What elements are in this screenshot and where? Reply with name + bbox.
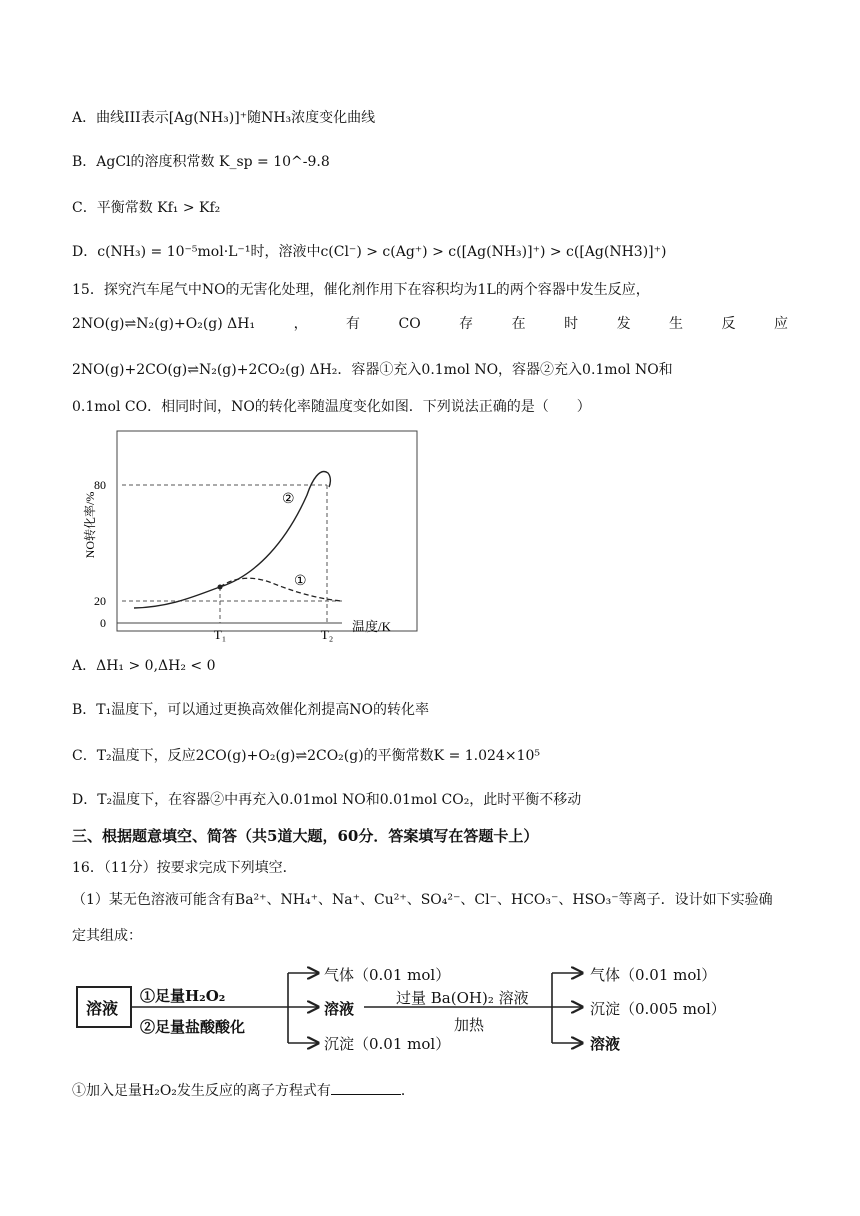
q15-line2-reaction: 2NO(g)⇌N₂(g)+O₂(g) ΔH₁ bbox=[72, 316, 256, 332]
y-tick-0: 0 bbox=[100, 616, 106, 630]
q15-line2-part: 生 bbox=[669, 316, 684, 332]
answer-blank[interactable] bbox=[331, 1080, 401, 1095]
flow-step2b: 加热 bbox=[454, 1016, 485, 1034]
x-axis-label: 温度/K bbox=[352, 619, 392, 634]
q14-option-d: D．c(NH₃) = 10⁻⁵mol·L⁻¹时，溶液中c(Cl⁻) > c(Ag⁺) > c([Ag(NH₃)]⁺) > c([Ag(NH3)]⁺) bbox=[72, 244, 667, 260]
q15-line2-part: ， bbox=[293, 316, 308, 332]
flow-out-solution-2: 溶液 bbox=[590, 1035, 621, 1053]
flow-step1b: ②足量盐酸酸化 bbox=[140, 1018, 246, 1036]
intersection-point bbox=[218, 585, 223, 590]
flow-start-label: 溶液 bbox=[86, 999, 119, 1018]
q15-line2-part: 时 bbox=[564, 316, 579, 332]
y-tick-20: 20 bbox=[94, 594, 106, 608]
q15-intro: 15．探究汽车尾气中NO的无害化处理，催化剂作用下在容积均为1L的两个容器中发生反应， bbox=[72, 282, 650, 298]
series-1-label: ① bbox=[294, 574, 307, 589]
q16-head: 16．（11分）按要求完成下列填空． bbox=[72, 860, 297, 876]
q16-subq1 bbox=[72, 1080, 415, 1101]
flow-out-gas-1: 气体（0.01 mol） bbox=[324, 966, 451, 984]
q15-line4: 0.1mol CO．相同时间，NO的转化率随温度变化如图．下列说法正确的是（ ） bbox=[72, 399, 591, 415]
q15-line2-part: 发 bbox=[616, 316, 631, 332]
q15-option-c: C．T₂温度下，反应2CO(g)+O₂(g)⇌2CO₂(g)的平衡常数K = 1.024×10⁵ bbox=[72, 748, 541, 764]
series-1-line bbox=[220, 578, 342, 601]
y-axis-label: NO转化率/% bbox=[83, 491, 97, 559]
q16-part1-cont: 定其组成： bbox=[72, 928, 142, 944]
flow-out-solution-1: 溶液 bbox=[324, 1000, 355, 1018]
q14-option-b: B．AgCl的溶度积常数 K_sp = 10^-9.8 bbox=[72, 154, 330, 170]
flow-out-precipitate-2: 沉淀（0.005 mol） bbox=[590, 1000, 726, 1018]
plot-frame bbox=[117, 431, 417, 631]
q15-option-b: B．T₁温度下，可以通过更换高效催化剂提高NO的转化率 bbox=[72, 702, 429, 718]
x-tick-t2: T₂ bbox=[320, 627, 334, 642]
conversion-chart bbox=[72, 425, 432, 645]
q15-line3: 2NO(g)+2CO(g)⇌N₂(g)+2CO₂(g) ΔH₂．容器①充入0.1mol NO，容器②充入0.1mol NO和 bbox=[72, 362, 673, 378]
q16-subq1-text: ①加入足量H₂O₂发生反应的离子方程式有 bbox=[72, 1083, 331, 1099]
q14-option-a: A．曲线III表示[Ag(NH₃)]⁺随NH₃浓度变化曲线 bbox=[72, 110, 376, 126]
x-tick-t1: T₁ bbox=[213, 627, 227, 642]
flow-step2a: 过量 Ba(OH)₂ 溶液 bbox=[396, 989, 529, 1007]
y-tick-80: 80 bbox=[94, 478, 106, 492]
q15-line2-part: 存 bbox=[459, 316, 474, 332]
q16-part1: （1）某无色溶液可能含有Ba²⁺、NH₄⁺、Na⁺、Cu²⁺、SO₄²⁻、Cl⁻、HCO₃⁻、HSO₃⁻等离子．设计如下实验确 bbox=[72, 892, 773, 908]
series-2-label: ② bbox=[282, 492, 295, 507]
q15-line2-part: CO bbox=[398, 316, 421, 332]
flow-out-precipitate-1: 沉淀（0.01 mol） bbox=[324, 1035, 451, 1053]
q15-line2-part: 有 bbox=[346, 316, 361, 332]
q14-option-c: C．平衡常数 Kf₁ > Kf₂ bbox=[72, 200, 221, 216]
q15-line2-part: 反 bbox=[721, 316, 736, 332]
q15-line2 bbox=[72, 314, 788, 334]
q15-line2-part: 在 bbox=[511, 316, 526, 332]
flow-step1a: ①足量H₂O₂ bbox=[140, 987, 226, 1005]
q15-option-a: A．ΔH₁ > 0,ΔH₂ < 0 bbox=[72, 658, 216, 674]
flow-out-gas-2: 气体（0.01 mol） bbox=[590, 966, 717, 984]
q15-line2-part: 应 bbox=[773, 316, 788, 332]
section-3-title: 三、根据题意填空、简答（共5道大题，60分．答案填写在答题卡上） bbox=[72, 827, 539, 845]
q16-subq1-end: ． bbox=[400, 1083, 415, 1099]
q15-option-d: D．T₂温度下，在容器②中再充入0.01mol NO和0.01mol CO₂，此时平衡不移动 bbox=[72, 792, 582, 808]
